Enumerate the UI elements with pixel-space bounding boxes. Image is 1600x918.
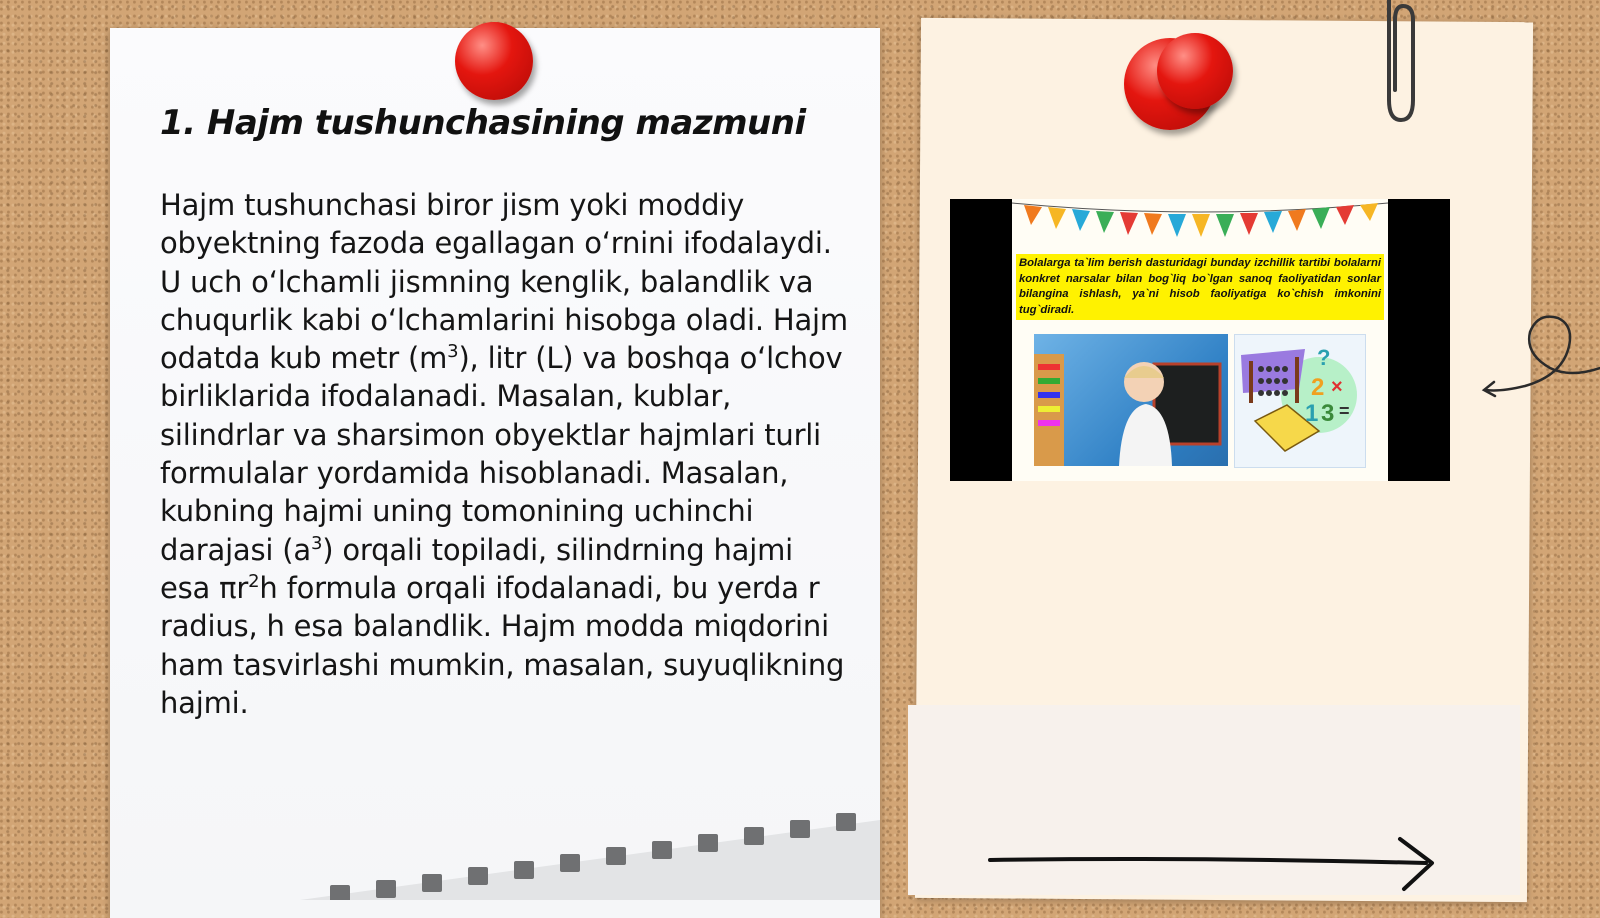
superscript: 2	[248, 570, 260, 592]
child-blackboard-photo	[1034, 334, 1228, 466]
torn-tape-decoration	[300, 800, 880, 900]
bunting-decoration	[1012, 199, 1388, 249]
paper-clip-icon	[1375, 0, 1425, 130]
body-text-part: ) orqali topiladi, silindrning hajmi esa πr	[160, 532, 793, 605]
superscript: 3	[310, 532, 323, 554]
body-text-part: h formula orqali ifodalanadi, bu yerda r radius, h esa balandlik. Hajm modda miqdorini ham tasvirlashi mumkin, masalan, suyuqlikning hajmi.	[160, 570, 845, 720]
svg-text:1: 1	[1305, 400, 1319, 427]
curl-arrow-icon	[1480, 310, 1600, 410]
svg-text:3: 3	[1321, 400, 1335, 427]
page-title: 1. Hajm tushunchasining mazmuni	[160, 103, 806, 143]
push-pin-icon	[455, 22, 533, 100]
illustration-content	[1012, 199, 1388, 481]
body-text-part: ), litr (L) va boshqa oʻlchov birliklarida ifodalanadi. Masalan, kublar, silindrlar va sharsimon obyektlar hajmlari turli formulalar yordamida hisoblanadi. Masalan, kubning hajmi uning tomonining uchinchi darajasi (a	[160, 341, 843, 567]
body-text-part: Hajm tushunchasi biror jism yoki moddiy obyektning fazoda egallagan oʻrnini ifodalaydi. U uch oʻlchamli jismning kenglik, balandlik va chuqurlik kabi oʻlchamlarini hisobga oladi. Hajm odatda kub metr (m	[160, 188, 848, 376]
image-caption: Bolalarga ta`lim berish dasturidagi bunday izchillik tartibi bolalarni konkret narsalar bilan bog`liq bo`lgan sanoq faoliyatidan sonlar bilangina ishlash, ya`ni hisob faoliyatiga ko`chish imkonini tug`diradi.	[1016, 254, 1384, 320]
push-pin-icon	[1157, 33, 1233, 109]
svg-text:=: =	[1339, 401, 1350, 421]
arrow-right-icon[interactable]	[986, 835, 1446, 895]
illustration-image	[950, 199, 1450, 481]
abacus-math-illustration	[1234, 334, 1366, 468]
superscript: 3	[447, 341, 459, 363]
svg-text:2: 2	[1311, 374, 1325, 401]
body-paragraph	[160, 186, 850, 722]
svg-text:×: ×	[1331, 376, 1343, 398]
svg-text:?: ?	[1317, 345, 1331, 370]
